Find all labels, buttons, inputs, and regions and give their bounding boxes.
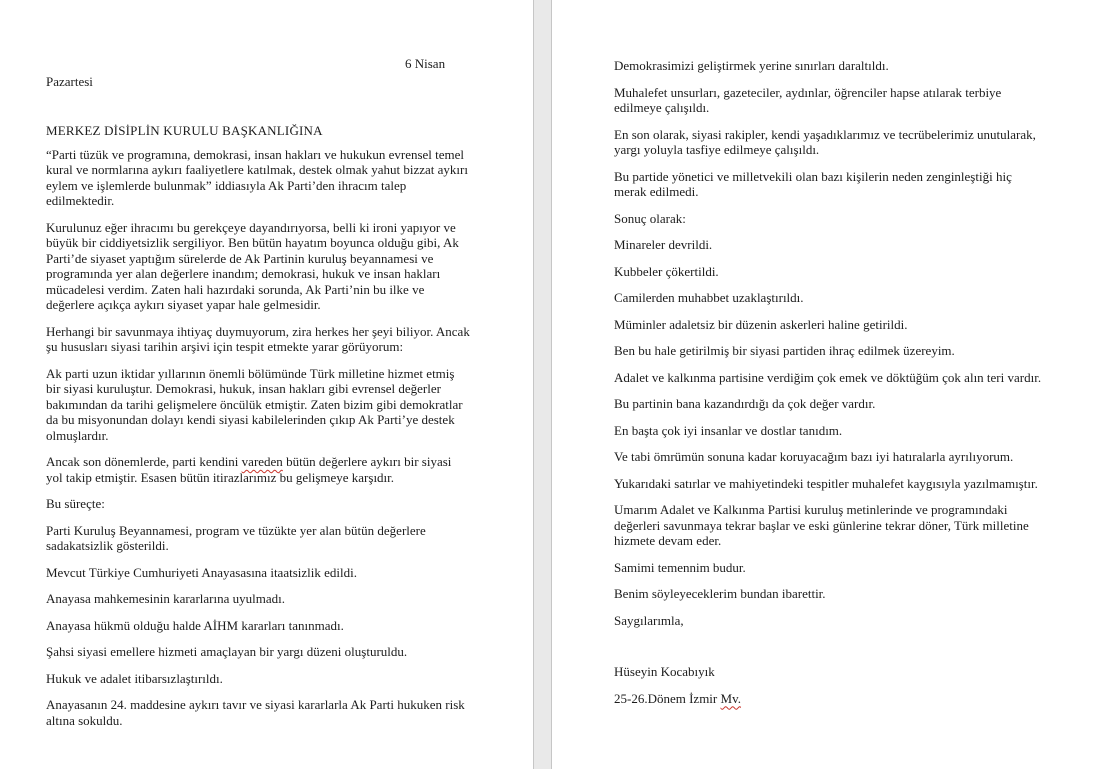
paragraph[interactable]: Ve tabi ömrümün sonuna kadar koruyacağım bazı iyi hatıralarla ayrılıyorum. bbox=[614, 449, 1014, 464]
paragraph[interactable]: En son olarak, siyasi rakipler, kendi yaşadıklarımız ve tecrübelerimiz unutularak, yargı yoluyla tasfiye edilmeye çalışıldı. bbox=[614, 126, 1036, 157]
paragraph[interactable]: En başta çok iyi insanlar ve dostlar tanıdım. bbox=[614, 422, 843, 438]
paragraph[interactable]: Anayasanın 24. maddesine aykırı tavır ve siyasi kararlarla Ak Parti hukuken risk altına sokuldu. bbox=[46, 697, 465, 728]
weekday-line[interactable]: Pazartesi bbox=[46, 73, 93, 89]
paragraph[interactable]: Bu partide yönetici ve milletvekili olan bazı kişilerin neden zenginleştiği hiç merak edilmedi. bbox=[614, 168, 1012, 199]
paragraph[interactable]: “Parti tüzük ve programına, demokrasi, insan hakları ve hukukun evrensel temel kural ve normlarına aykırı faaliyetlere katılmak, destek olmak yahut bizzat aykırı eylem ve işlemlerde bulunmak” iddiasıyla Ak Parti’den ihracım talep edilmektedir. bbox=[46, 146, 468, 208]
closing-line[interactable]: Saygılarımla, bbox=[614, 612, 684, 628]
page-gutter bbox=[533, 0, 552, 769]
paragraph[interactable]: Kubbeler çökertildi. bbox=[614, 263, 719, 279]
paragraph[interactable]: Ben bu hale getirilmiş bir siyasi partiden ihraç edilmek üzereyim. bbox=[614, 343, 955, 358]
paragraph[interactable]: Şahsi siyasi emellere hizmeti amaçlayan bir yargı düzeni oluşturuldu. bbox=[46, 644, 408, 659]
paragraph[interactable]: Hukuk ve adalet itibarsızlaştırıldı. bbox=[46, 670, 223, 686]
signature-title-text: 25-26.Dönem İzmir bbox=[614, 690, 721, 706]
paragraph[interactable]: Sonuç olarak: bbox=[614, 210, 686, 226]
paragraph[interactable]: Minareler devrildi. bbox=[614, 237, 713, 252]
paragraph[interactable]: Herhangi bir savunmaya ihtiyaç duymuyorum, zira herkes her şeyi biliyor. Ancak şu hususları siyasi tarihin arşivi için tespit etmekte yarar görüyorum: bbox=[46, 323, 470, 354]
paragraph[interactable]: Anayasa mahkemesinin kararlarına uyulmadı. bbox=[46, 591, 285, 606]
paragraph[interactable]: Ak parti uzun iktidar yıllarının önemli bölümünde Türk milletine hizmet etmiş bir siyasi kuruluştur. Demokrasi, hukuk, insan hakları gibi evrensel değerler bakımından da tarihi gelişmelere öncülük etmiştir. Zaten bizim gibi demokratlar da bu misyonundan dolayı kendi siyasi kabilelerinden çıkıp Ak Parti’ye destek olmuşlardır. bbox=[46, 365, 463, 443]
signature-name[interactable]: Hüseyin Kocabıyık bbox=[614, 664, 715, 679]
paragraph[interactable]: Müminler adaletsiz bir düzenin askerleri haline getirildi. bbox=[614, 316, 908, 332]
paragraph-text: Ancak son dönemlerde, parti kendini bbox=[46, 454, 242, 469]
paragraph[interactable]: Yukarıdaki satırlar ve mahiyetindeki tespitler muhalefet kaygısıyla yazılmamıştır. bbox=[614, 475, 1038, 491]
paragraph[interactable]: Umarım Adalet ve Kalkınma Partisi kuruluş metinlerinde ve programındaki değerleri savunmaya tekrar başlar ve eski günlerine tekrar döner, Türk milletine hizmete devam eder. bbox=[614, 502, 1029, 548]
paragraph[interactable]: Kurulunuz eğer ihracımı bu gerekçeye dayandırıyorsa, belli ki ironi yapıyor ve büyük bir ciddiyetsizlik sergiliyor. Ben bütün hayatım boyunca olduğu gibi, Ak Parti’de siyaset yaptığım sürelerde de Ak Partinin kuruluş beyannamesi ve programında yer alan değerlere inandım; demokrasi, hukuk ve insan hakları mücadelesi verdim. Zaten hali hazırdaki sorunda, Ak Parti’nin bu ilke ve değerlere açıkça aykırı siyaset yapar hale gelmesidir. bbox=[46, 219, 459, 312]
signature-title[interactable] bbox=[614, 691, 1044, 707]
paragraph[interactable] bbox=[46, 454, 470, 485]
paragraph[interactable]: Muhalefet unsurları, gazeteciler, aydınlar, öğrenciler hapse atılarak terbiye edilmeye çalışıldı. bbox=[614, 84, 1002, 115]
paragraph[interactable]: Adalet ve kalkınma partisine verdiğim çok emek ve döktüğüm çok alın teri vardır. bbox=[614, 369, 1042, 385]
letter-heading[interactable]: MERKEZ DİSİPLİN KURULU BAŞKANLIĞINA bbox=[46, 123, 323, 138]
paragraph[interactable]: Mevcut Türkiye Cumhuriyeti Anayasasına itaatsizlik edildi. bbox=[46, 564, 357, 580]
misspelled-word[interactable]: Mv. bbox=[720, 690, 741, 706]
misspelled-word[interactable]: vareden bbox=[241, 454, 283, 469]
paragraph[interactable]: Samimi temennim budur. bbox=[614, 559, 746, 575]
paragraph[interactable]: Camilerden muhabbet uzaklaştırıldı. bbox=[614, 290, 804, 305]
paragraph[interactable]: Bu süreçte: bbox=[46, 496, 105, 511]
paragraph[interactable]: Demokrasimizi geliştirmek yerine sınırları daraltıldı. bbox=[614, 58, 889, 73]
date-line[interactable]: 6 Nisan bbox=[405, 56, 446, 71]
paragraph[interactable]: Bu partinin bana kazandırdığı da çok değer vardır. bbox=[614, 396, 876, 411]
paragraph[interactable]: Anayasa hükmü olduğu halde AİHM kararları tanınmadı. bbox=[46, 617, 344, 633]
page-2[interactable] bbox=[552, 0, 1099, 769]
paragraph[interactable]: Benim söyleyeceklerim bundan ibarettir. bbox=[614, 586, 826, 601]
page-1[interactable] bbox=[0, 0, 533, 769]
paragraph[interactable]: Parti Kuruluş Beyannamesi, program ve tüzükte yer alan bütün değerlere sadakatsizlik gösterildi. bbox=[46, 522, 426, 553]
paragraph-text: bütün değerlere aykırı bir siyasi yol takip etmiştir. Esasen bütün itirazlarımız bu gelişmeye karşıdır. bbox=[46, 454, 452, 485]
